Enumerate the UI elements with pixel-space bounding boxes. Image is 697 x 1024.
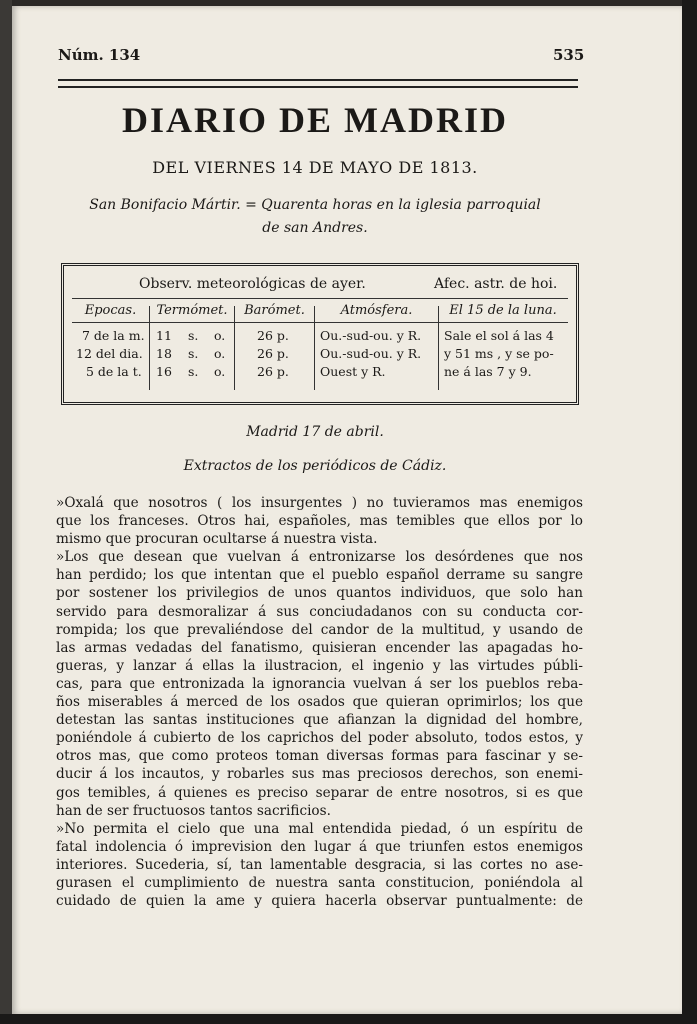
row-termo-o: o.: [214, 346, 226, 361]
text-line: otros mas, que como proteos toman diversas formas para fascinar y se-: [56, 748, 583, 765]
row-termo-o: o.: [214, 328, 226, 343]
row-termo-s: s.: [188, 346, 199, 361]
scan-border-right: [682, 0, 697, 1024]
row-termo: 16: [156, 364, 172, 379]
table-rule: [72, 322, 568, 323]
text-line: »No permita el cielo que una mal entendida piedad, ó un espíritu de: [56, 820, 583, 837]
table-rule: [72, 298, 568, 299]
text-line: »Los que desean que vuelvan á entronizarse los desórdenes que nos: [56, 549, 583, 566]
row-baro: 26 p.: [257, 364, 289, 379]
row-baro: 26 p.: [257, 346, 289, 361]
text-line: por sostener los privilegios de unos quantos individuos, que solo han: [56, 585, 583, 602]
row-baro: 26 p.: [257, 328, 289, 343]
row-termo-o: o.: [214, 364, 226, 379]
col-header-atmosfera: Atmósfera.: [340, 303, 413, 318]
article-dateline: Madrid 17 de abril.: [246, 424, 384, 440]
text-line: ños miserables á merced de los osados que quieran oprimirlos; los que: [56, 694, 583, 711]
text-line: gos temibles, á quienes es preciso separar de entre nosotros, si es que: [56, 784, 583, 801]
col-divider: [314, 306, 315, 390]
col-header-termometro: Termómet.: [156, 303, 228, 318]
article-subtitle: Extractos de los periódicos de Cádiz.: [183, 458, 447, 474]
masthead-date: DEL VIERNES 14 DE MAYO DE 1813.: [152, 158, 478, 177]
text-line: poniéndole á cubierto de los caprichos del poder absoluto, todos estos, y: [56, 730, 583, 747]
row-atmos: Ou.-sud-ou. y R.: [320, 346, 422, 361]
text-line: cuidado de quien la ame y quiera hacerla observar puntualmente: de: [56, 893, 583, 910]
row-astro: ne á las 7 y 9.: [444, 364, 532, 379]
row-termo-s: s.: [188, 328, 199, 343]
page-number: 535: [553, 46, 585, 64]
text-line: que los franceses. Otros hai, españoles, mas temibles que ellos por lo: [56, 513, 583, 530]
text-line: interiores. Sucederia, sí, tan lamentable desgracia, si las cortes no ase-: [56, 856, 583, 873]
row-termo-s: s.: [188, 364, 199, 379]
article-body: [56, 494, 583, 910]
row-astro: y 51 ms , y se po-: [444, 346, 554, 361]
text-line: han de ser fructuosos tantos sacrificios.: [56, 802, 331, 819]
issue-number: Núm. 134: [58, 46, 141, 64]
row-epoca: 7 de la m.: [82, 328, 145, 343]
header-rule: [58, 79, 578, 88]
row-atmos: Ouest y R.: [320, 364, 386, 379]
book-spine: [0, 0, 12, 1024]
saint-of-day: [60, 194, 570, 240]
text-line: mismo que procuran ocultarse á nuestra vista.: [56, 531, 378, 548]
row-termo: 11: [156, 328, 172, 343]
text-line: fatal indolencia ó imprevision den lugar á que triunfen estos enemigos: [56, 838, 583, 855]
col-header-epocas: Epocas.: [84, 303, 137, 318]
text-line: las armas vedadas del fanatismo, quisieran encender las apagadas ho-: [56, 639, 583, 656]
scan-border-bottom: [0, 1014, 697, 1024]
text-line: gurasen el cumplimiento de nuestra santa constitucion, poniéndola al: [56, 874, 583, 891]
weather-title: Observ. meteorológicas de ayer.: [139, 276, 366, 292]
text-line: »Oxalá que nosotros ( los insurgentes ) no tuvieramos mas enemigos: [56, 495, 583, 511]
row-termo: 18: [156, 346, 172, 361]
row-epoca: 5 de la t.: [86, 364, 142, 379]
astro-title: Afec. astr. de hoi.: [434, 276, 558, 292]
text-line: gueras, y lanzar á ellas la ilustracion, el ingenio y las virtudes públi-: [56, 657, 583, 674]
text-line: han perdido; los que intentan que el pueblo español derrame su sangre: [56, 567, 583, 584]
col-divider: [234, 306, 235, 390]
col-divider: [149, 306, 150, 390]
text-line: detestan las santas instituciones que afianzan la dignidad del hombre,: [56, 712, 583, 729]
saint-line: de san Andres.: [262, 220, 368, 236]
text-line: servido para desmoralizar á sus conciudadanos con su conducta cor-: [56, 603, 583, 620]
row-epoca: 12 del dia.: [76, 346, 143, 361]
text-line: ducir á los incautos, y robarles sus mas preciosos derechos, son enemi-: [56, 766, 583, 783]
col-header-barometro: Barómet.: [244, 303, 305, 318]
weather-table: [61, 263, 579, 405]
row-astro: Sale el sol á las 4: [444, 328, 554, 343]
text-line: cas, para que entronizada la ignorancia vuelvan á ser los pueblos reba-: [56, 675, 583, 692]
masthead-title: DIARIO DE MADRID: [121, 100, 508, 140]
col-divider: [438, 306, 439, 390]
saint-line: San Bonifacio Mártir. = Quarenta horas en la iglesia parroquial: [89, 197, 541, 213]
col-header-luna: El 15 de la luna.: [449, 303, 557, 318]
row-atmos: Ou.-sud-ou. y R.: [320, 328, 422, 343]
text-line: rompida; los que prevaliéndose del candor de la multitud, y usando de: [56, 621, 583, 638]
